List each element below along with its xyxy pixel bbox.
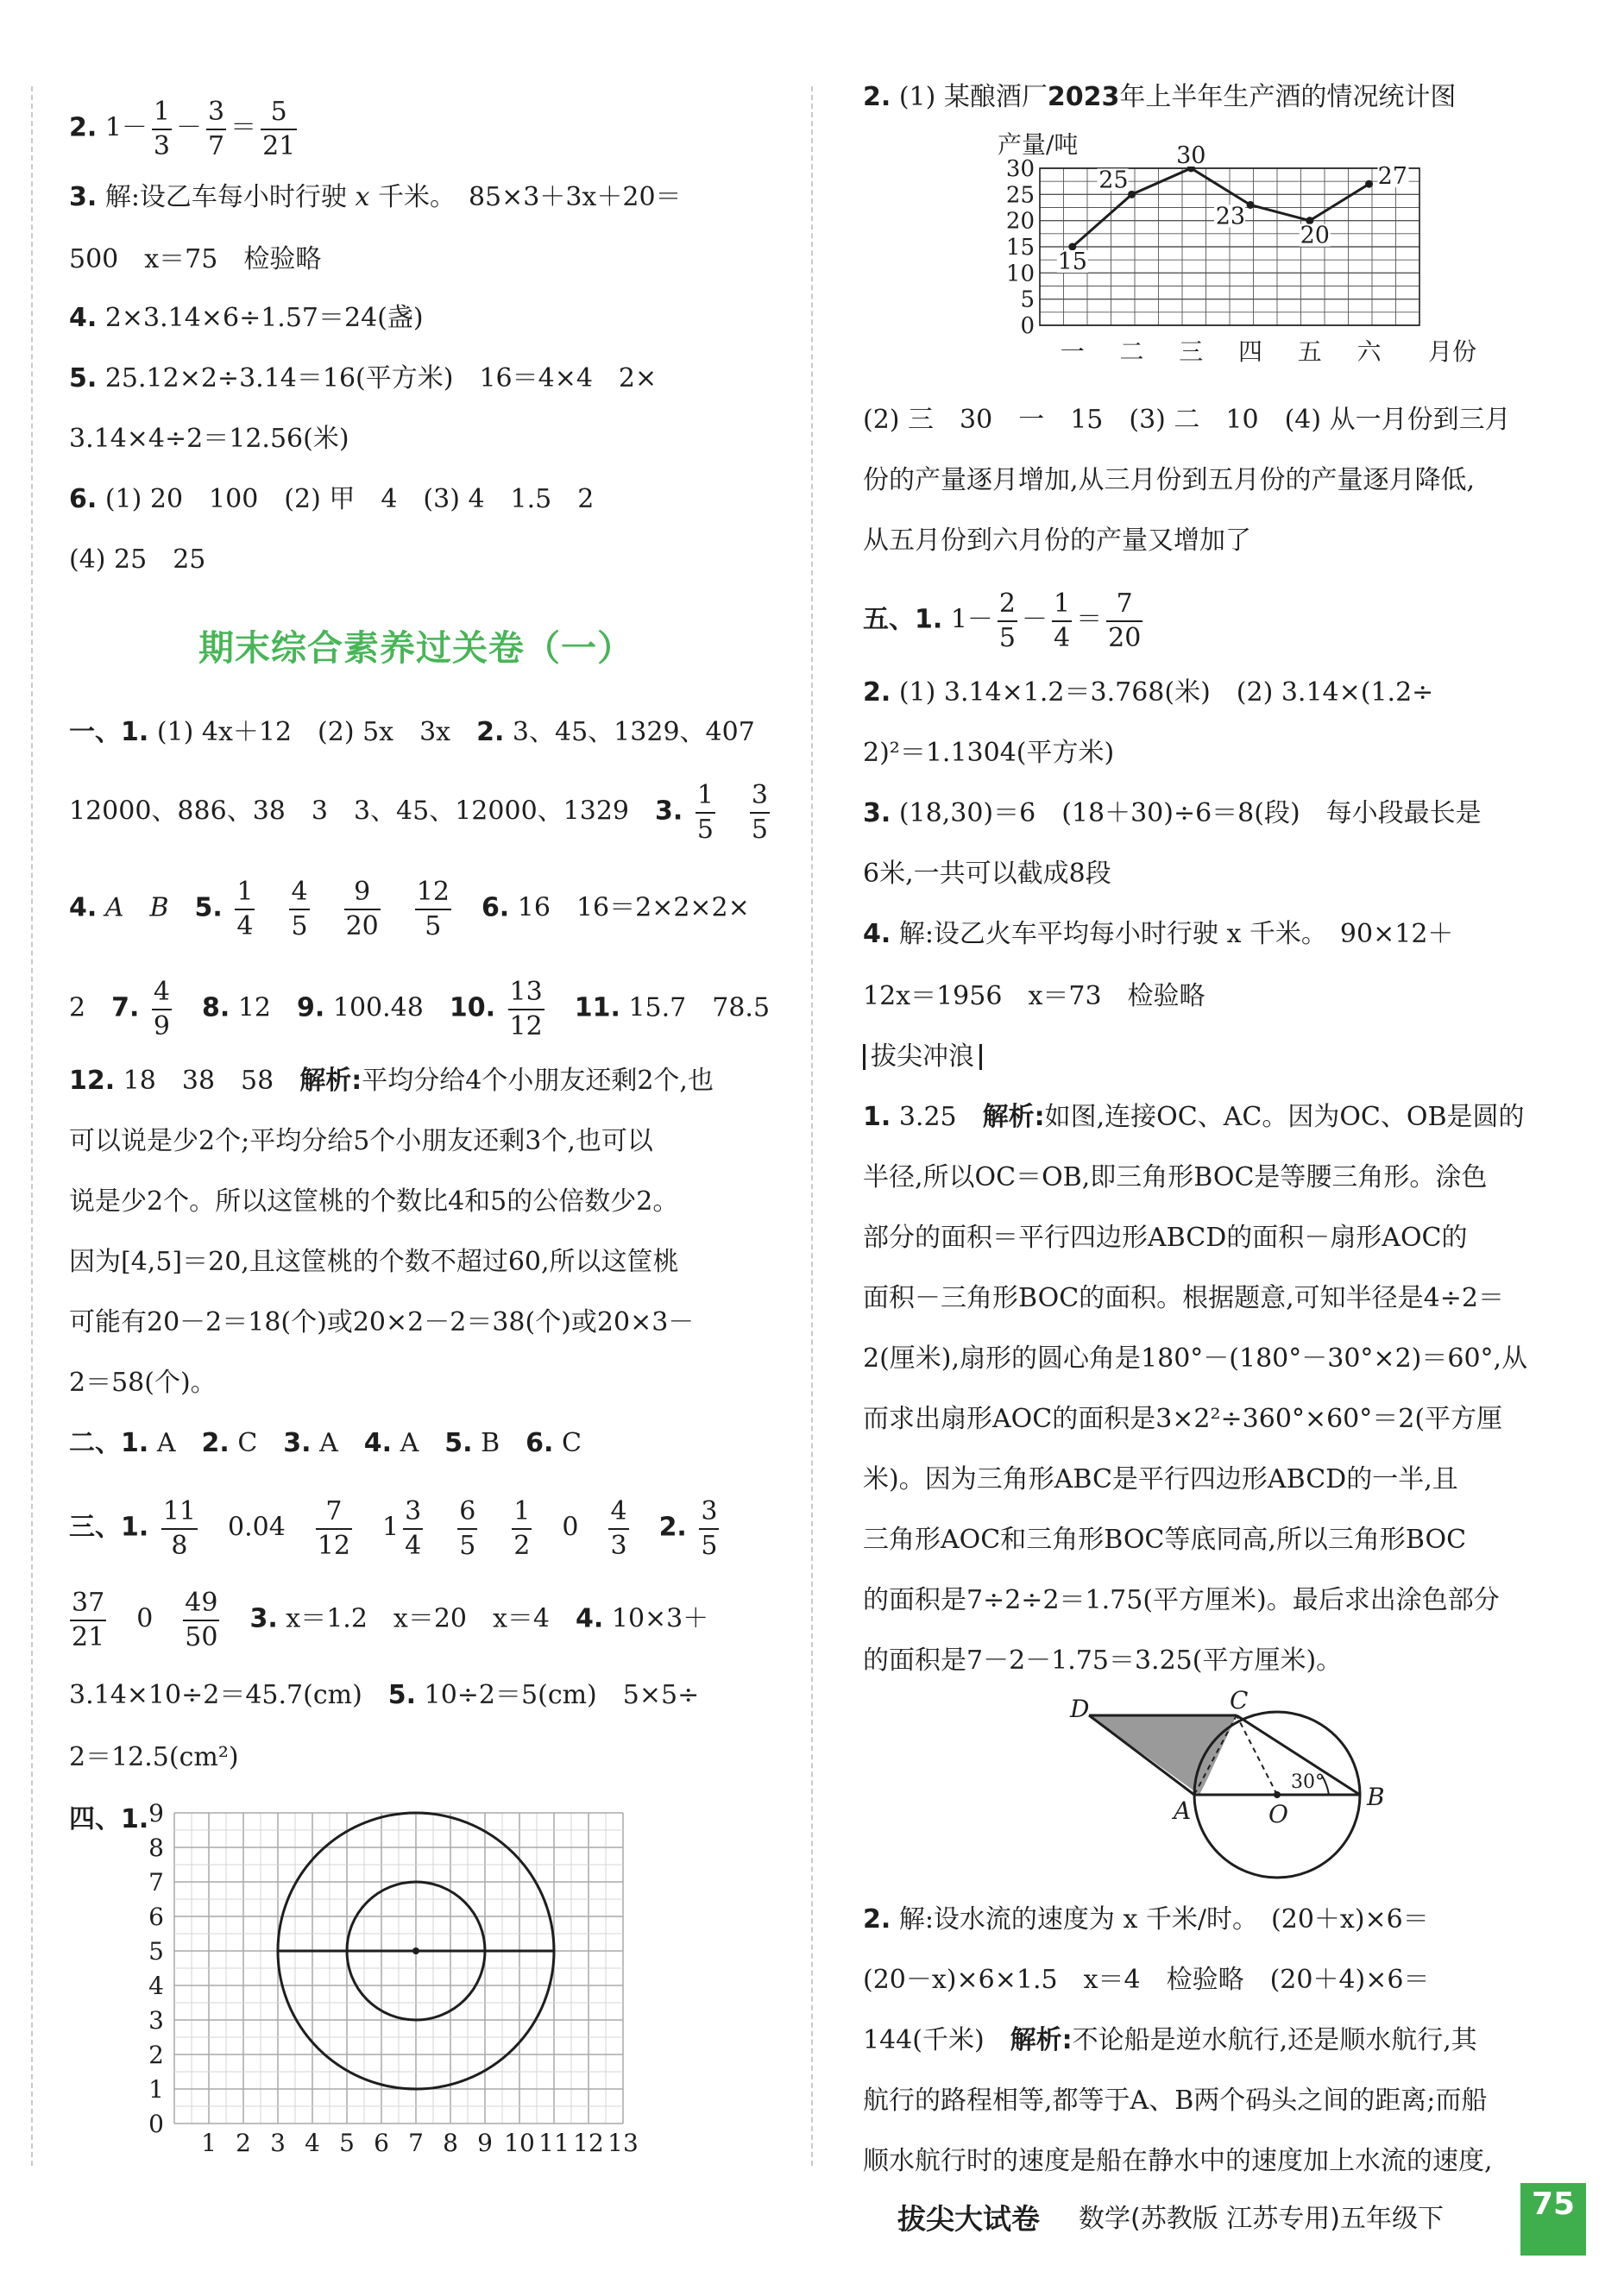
x-tick-label: 六 xyxy=(1356,337,1382,366)
data-label: 23 xyxy=(1215,203,1246,230)
x-tick-label: 五 xyxy=(1297,337,1322,366)
label-B: B xyxy=(1367,1783,1385,1811)
center-point xyxy=(412,1947,419,1954)
y-tick-label: 30 xyxy=(1005,156,1035,182)
data-label: 25 xyxy=(1098,167,1129,194)
answer-line: 从五月份到六月份的产量又增加了 xyxy=(863,525,1251,556)
fraction: $\frac{49}{50}$ xyxy=(185,1588,218,1652)
answer-line: 2(厘米),扇形的圆心角是180°－(180°－30°×2)＝60°,从 xyxy=(863,1343,1528,1374)
chart-x-axis-label: 月份 xyxy=(1428,337,1477,366)
answer-line: 可以说是少2个;平均分给5个小朋友还剩3个,也可以 xyxy=(69,1126,653,1156)
fraction: $\frac{3}{4}$ xyxy=(405,1496,422,1561)
x-tick-label: 二 xyxy=(1119,337,1144,366)
section-title: 期末综合素养过关卷（一） xyxy=(198,627,633,669)
angle-label: 30° xyxy=(1291,1771,1325,1793)
parallelogram-circle-figure xyxy=(1070,1686,1398,1864)
x-tick-label: 10 xyxy=(504,2129,535,2157)
fraction: $\frac{3}{5}$ xyxy=(701,1496,718,1561)
fraction: $\frac{7}{12}$ xyxy=(317,1496,350,1561)
fraction: $\frac{4}{5}$ xyxy=(291,877,308,941)
fraction: $\frac{12}{5}$ xyxy=(416,877,450,941)
fraction: $\frac{3}{5}$ xyxy=(751,780,769,845)
answer-line: 500 x＝75 检验略 xyxy=(69,244,322,274)
data-label: 20 xyxy=(1300,222,1330,249)
fraction: $\frac{1}{4}$ xyxy=(236,877,254,941)
x-tick-label: 1 xyxy=(201,2129,217,2157)
answer-line: 2＝58(个)。 xyxy=(69,1368,217,1398)
answer-line: 面积－三角形BOC的面积。根据题意,可知半径是4÷2＝ xyxy=(863,1283,1504,1313)
footer-book-title: 拔尖大试卷 xyxy=(897,2202,1040,2236)
y-tick-label: 7 xyxy=(148,1868,164,1897)
answer-line: 的面积是7－2－1.75＝3.25(平方厘米)。 xyxy=(863,1645,1343,1676)
x-tick-label: 12 xyxy=(573,2129,604,2157)
answer-line: 12x＝1956 x＝73 检验略 xyxy=(863,981,1205,1011)
data-point xyxy=(1247,201,1255,209)
answer-line: 2. (1) 3.14×1.2＝3.768(米) (2) 3.14×(1.2÷ xyxy=(863,677,1434,708)
fraction: $\frac{5}{21}$ xyxy=(262,97,296,161)
answer-line: 4. A B 5. $\frac{1}{4}$ $\frac{4}{5}$ $\frac{9}{20}$ $\frac{12}{5}$ 6. 16 16＝2×2×2× xyxy=(69,877,750,941)
answer-line: 2. 1－ $\frac{1}{3}$ － $\frac{3}{7}$ ＝ $\frac{5}{21}$ xyxy=(69,97,296,161)
answer-line: 可能有20－2＝18(个)或20×2－2＝38(个)或20×3－ xyxy=(69,1307,695,1337)
answer-line: 4. 解:设乙火车平均每小时行驶 x 千米。 90×12＋ xyxy=(863,919,1454,949)
x-tick-label: 一 xyxy=(1060,337,1085,366)
x-tick-label: 8 xyxy=(443,2129,458,2157)
y-tick-label: 4 xyxy=(148,1972,164,2000)
fraction: $\frac{1}{5}$ xyxy=(696,780,714,845)
answer-line: 顺水航行时的速度是船在静水中的速度加上水流的速度, xyxy=(863,2146,1493,2176)
answer-line: 一、1. (1) 4x＋12 (2) 5x 3x 2. 3、45、1329、407 xyxy=(69,717,755,747)
shaded-region xyxy=(1089,1715,1237,1795)
answer-line: 的面积是7÷2÷2＝1.75(平方厘米)。最后求出涂色部分 xyxy=(863,1585,1500,1615)
y-tick-label: 0 xyxy=(1020,313,1035,339)
y-tick-label: 9 xyxy=(148,1799,164,1828)
answer-line: 2. 解:设水流的速度为 x 千米/时。 (20＋x)×6＝ xyxy=(863,1904,1429,1935)
data-label: 15 xyxy=(1057,249,1087,275)
grid-labels xyxy=(148,1799,639,2157)
answer-line: 份的产量逐月增加,从三月份到五月份的产量逐月降低, xyxy=(863,465,1476,495)
x-tick-label: 9 xyxy=(477,2129,493,2157)
fraction: $\frac{1}{4}$ xyxy=(1054,588,1071,653)
fraction: $\frac{3}{7}$ xyxy=(208,97,225,161)
label-O: O xyxy=(1268,1800,1288,1828)
answer-line: 而求出扇形AOC的面积是3×2²÷360°×60°＝2(平方厘 xyxy=(863,1404,1503,1434)
answer-line: 航行的路程相等,都等于A、B两个码头之间的距离;而船 xyxy=(863,2086,1488,2116)
chart-y-axis-label: 产量/吨 xyxy=(998,130,1079,159)
answer-line: 6. (1) 20 100 (2) 甲 4 (3) 4 1.5 2 xyxy=(69,484,595,514)
answer-line: 五、1. 1－ $\frac{2}{5}$ － $\frac{1}{4}$ ＝ $\frac{7}{20}$ xyxy=(863,588,1142,653)
data-point xyxy=(1365,180,1373,188)
label-A: A xyxy=(1174,1796,1192,1825)
label-C: C xyxy=(1230,1686,1249,1715)
x-tick-label: 3 xyxy=(270,2129,286,2157)
fraction: $\frac{11}{8}$ xyxy=(162,1496,197,1561)
answer-line: 3.14×10÷2＝45.7(cm) 5. 10÷2＝5(cm) 5×5÷ xyxy=(69,1680,700,1710)
y-tick-label: 6 xyxy=(148,1903,164,1931)
answer-line: 2. (1) 某酿酒厂2023年上半年生产酒的情况统计图 xyxy=(863,82,1457,112)
answer-line: 二、1. A 2. C 3. A 4. A 5. B 6. C xyxy=(69,1428,582,1458)
x-tick-label: 2 xyxy=(236,2129,251,2157)
grid-lines xyxy=(174,1813,623,2124)
answer-line: 因为[4,5]＝20,且这筐桃的个数不超过60,所以这筐桃 xyxy=(69,1247,679,1277)
fraction: $\frac{13}{12}$ xyxy=(509,977,543,1041)
answer-line: (4) 25 25 xyxy=(69,544,206,575)
y-tick-label: 3 xyxy=(148,2006,164,2035)
answer-line: $\frac{37}{21}$ 0 $\frac{49}{50}$ 3. x＝1.2 x＝20 x＝4 4. 10×3＋ xyxy=(72,1588,709,1652)
answer-line: 3. 解:设乙车每小时行驶 x 千米。 85×3＋3x＋20＝ xyxy=(69,182,682,212)
fraction: $\frac{1}{2}$ xyxy=(513,1496,531,1561)
answer-line: 2＝12.5(cm²) xyxy=(69,1742,239,1772)
answer-line: 3.14×4÷2＝12.56(米) xyxy=(69,424,349,454)
y-tick-label: 5 xyxy=(148,1937,164,1966)
y-tick-label: 20 xyxy=(1005,208,1035,235)
fraction: $\frac{1}{3}$ xyxy=(153,97,171,161)
answer-line: 三角形AOC和三角形BOC等底同高,所以三角形BOC xyxy=(863,1525,1467,1555)
answer-line: 说是少2个。所以这筐桃的个数比4和5的公倍数少2。 xyxy=(69,1186,679,1217)
answer-line: 部分的面积＝平行四边形ABCD的面积－扇形AOC的 xyxy=(863,1223,1468,1253)
fraction: $\frac{9}{20}$ xyxy=(345,877,379,941)
y-tick-label: 5 xyxy=(1020,286,1035,313)
answer-line: 3. (18,30)＝6 (18＋30)÷6＝8(段) 每小段最长是 xyxy=(863,798,1482,828)
answer-line: 1. 3.25 解析:如图,连接OC、AC。因为OC、OB是圆的 xyxy=(863,1102,1525,1132)
x-tick-label: 7 xyxy=(408,2129,424,2157)
answer-line: 米)。因为三角形ABC是平行四边形ABCD的一半,且 xyxy=(863,1464,1458,1494)
x-tick-label: 6 xyxy=(374,2129,389,2157)
y-tick-label: 1 xyxy=(148,2075,164,2104)
answer-line: 4. 2×3.14×6÷1.57＝24(盏) xyxy=(69,303,424,333)
section-tag: 拔尖冲浪 xyxy=(863,1044,982,1070)
y-tick-label: 2 xyxy=(148,2041,164,2069)
y-tick-label: 10 xyxy=(1005,261,1035,287)
footer-subject: 数学(苏教版 江苏专用)五年级下 xyxy=(1079,2204,1444,2234)
chart-marks xyxy=(1006,142,1476,366)
answer-line: (20－x)×6×1.5 x＝4 检验略 (20＋4)×6＝ xyxy=(863,1965,1430,1995)
page-number: 75 xyxy=(1520,2183,1586,2256)
answer-line: 12000、886、38 3 3、45、12000、1329 3. $\frac{1}{5}$ $\frac{3}{5}$ xyxy=(69,780,769,845)
x-tick-label: 5 xyxy=(339,2129,355,2157)
x-tick-label: 13 xyxy=(607,2129,639,2157)
y-tick-label: 15 xyxy=(1005,235,1035,261)
answer-line: 2)²＝1.1304(平方米) xyxy=(863,738,1115,768)
answer-line: 四、1. xyxy=(69,1804,149,1834)
x-tick-label: 11 xyxy=(538,2129,570,2157)
left-margin-rule xyxy=(31,86,33,2166)
production-line-chart xyxy=(975,125,1477,375)
y-tick-label: 25 xyxy=(1005,182,1035,209)
fraction: $\frac{2}{5}$ xyxy=(998,588,1017,653)
coordinate-grid-figure xyxy=(138,1799,647,2166)
data-label: 30 xyxy=(1176,142,1206,169)
fraction: $\frac{4}{9}$ xyxy=(153,977,171,1041)
x-tick-label: 三 xyxy=(1179,337,1204,366)
y-tick-label: 8 xyxy=(148,1834,164,1862)
answer-line: 12. 18 38 58 解析:平均分给4个小朋友还剩2个,也 xyxy=(69,1066,714,1096)
answer-line: 6米,一共可以截成8段 xyxy=(863,859,1111,889)
fraction: $\frac{37}{21}$ xyxy=(72,1588,105,1652)
answer-line: 5. 25.12×2÷3.14＝16(平方米) 16＝4×4 2× xyxy=(69,363,658,393)
fraction: $\frac{6}{5}$ xyxy=(459,1496,476,1561)
answer-line: 三、1. $\frac{11}{8}$ 0.04 $\frac{7}{12}$ 1 $\frac{3}{4}$ $\frac{6}{5}$ $\frac{1}{2}$ 0 $\frac{4}{3}$ 2. $\frac{3}{5}$ xyxy=(69,1496,718,1561)
answer-line: 2 7. $\frac{4}{9}$ 8. 12 9. 100.48 10. $\frac{13}{12}$ 11. 15.7 78.5 xyxy=(69,977,771,1041)
data-label: 27 xyxy=(1377,163,1407,191)
data-point xyxy=(1128,191,1136,198)
y-tick-label: 0 xyxy=(148,2110,164,2138)
column-divider xyxy=(811,86,813,2166)
fraction: $\frac{7}{20}$ xyxy=(1108,588,1142,653)
x-tick-label: 四 xyxy=(1238,337,1263,366)
x-tick-label: 4 xyxy=(305,2129,320,2157)
answer-line: 144(千米) 解析:不论船是逆水航行,还是顺水航行,其 xyxy=(863,2025,1477,2055)
answer-line: (2) 三 30 一 15 (3) 二 10 (4) 从一月份到三月 xyxy=(863,405,1511,435)
answer-line: 半径,所以OC＝OB,即三角形BOC是等腰三角形。涂色 xyxy=(863,1162,1488,1192)
fraction: $\frac{4}{3}$ xyxy=(610,1496,627,1561)
center-point xyxy=(1274,1791,1281,1798)
label-D: D xyxy=(1070,1695,1090,1723)
